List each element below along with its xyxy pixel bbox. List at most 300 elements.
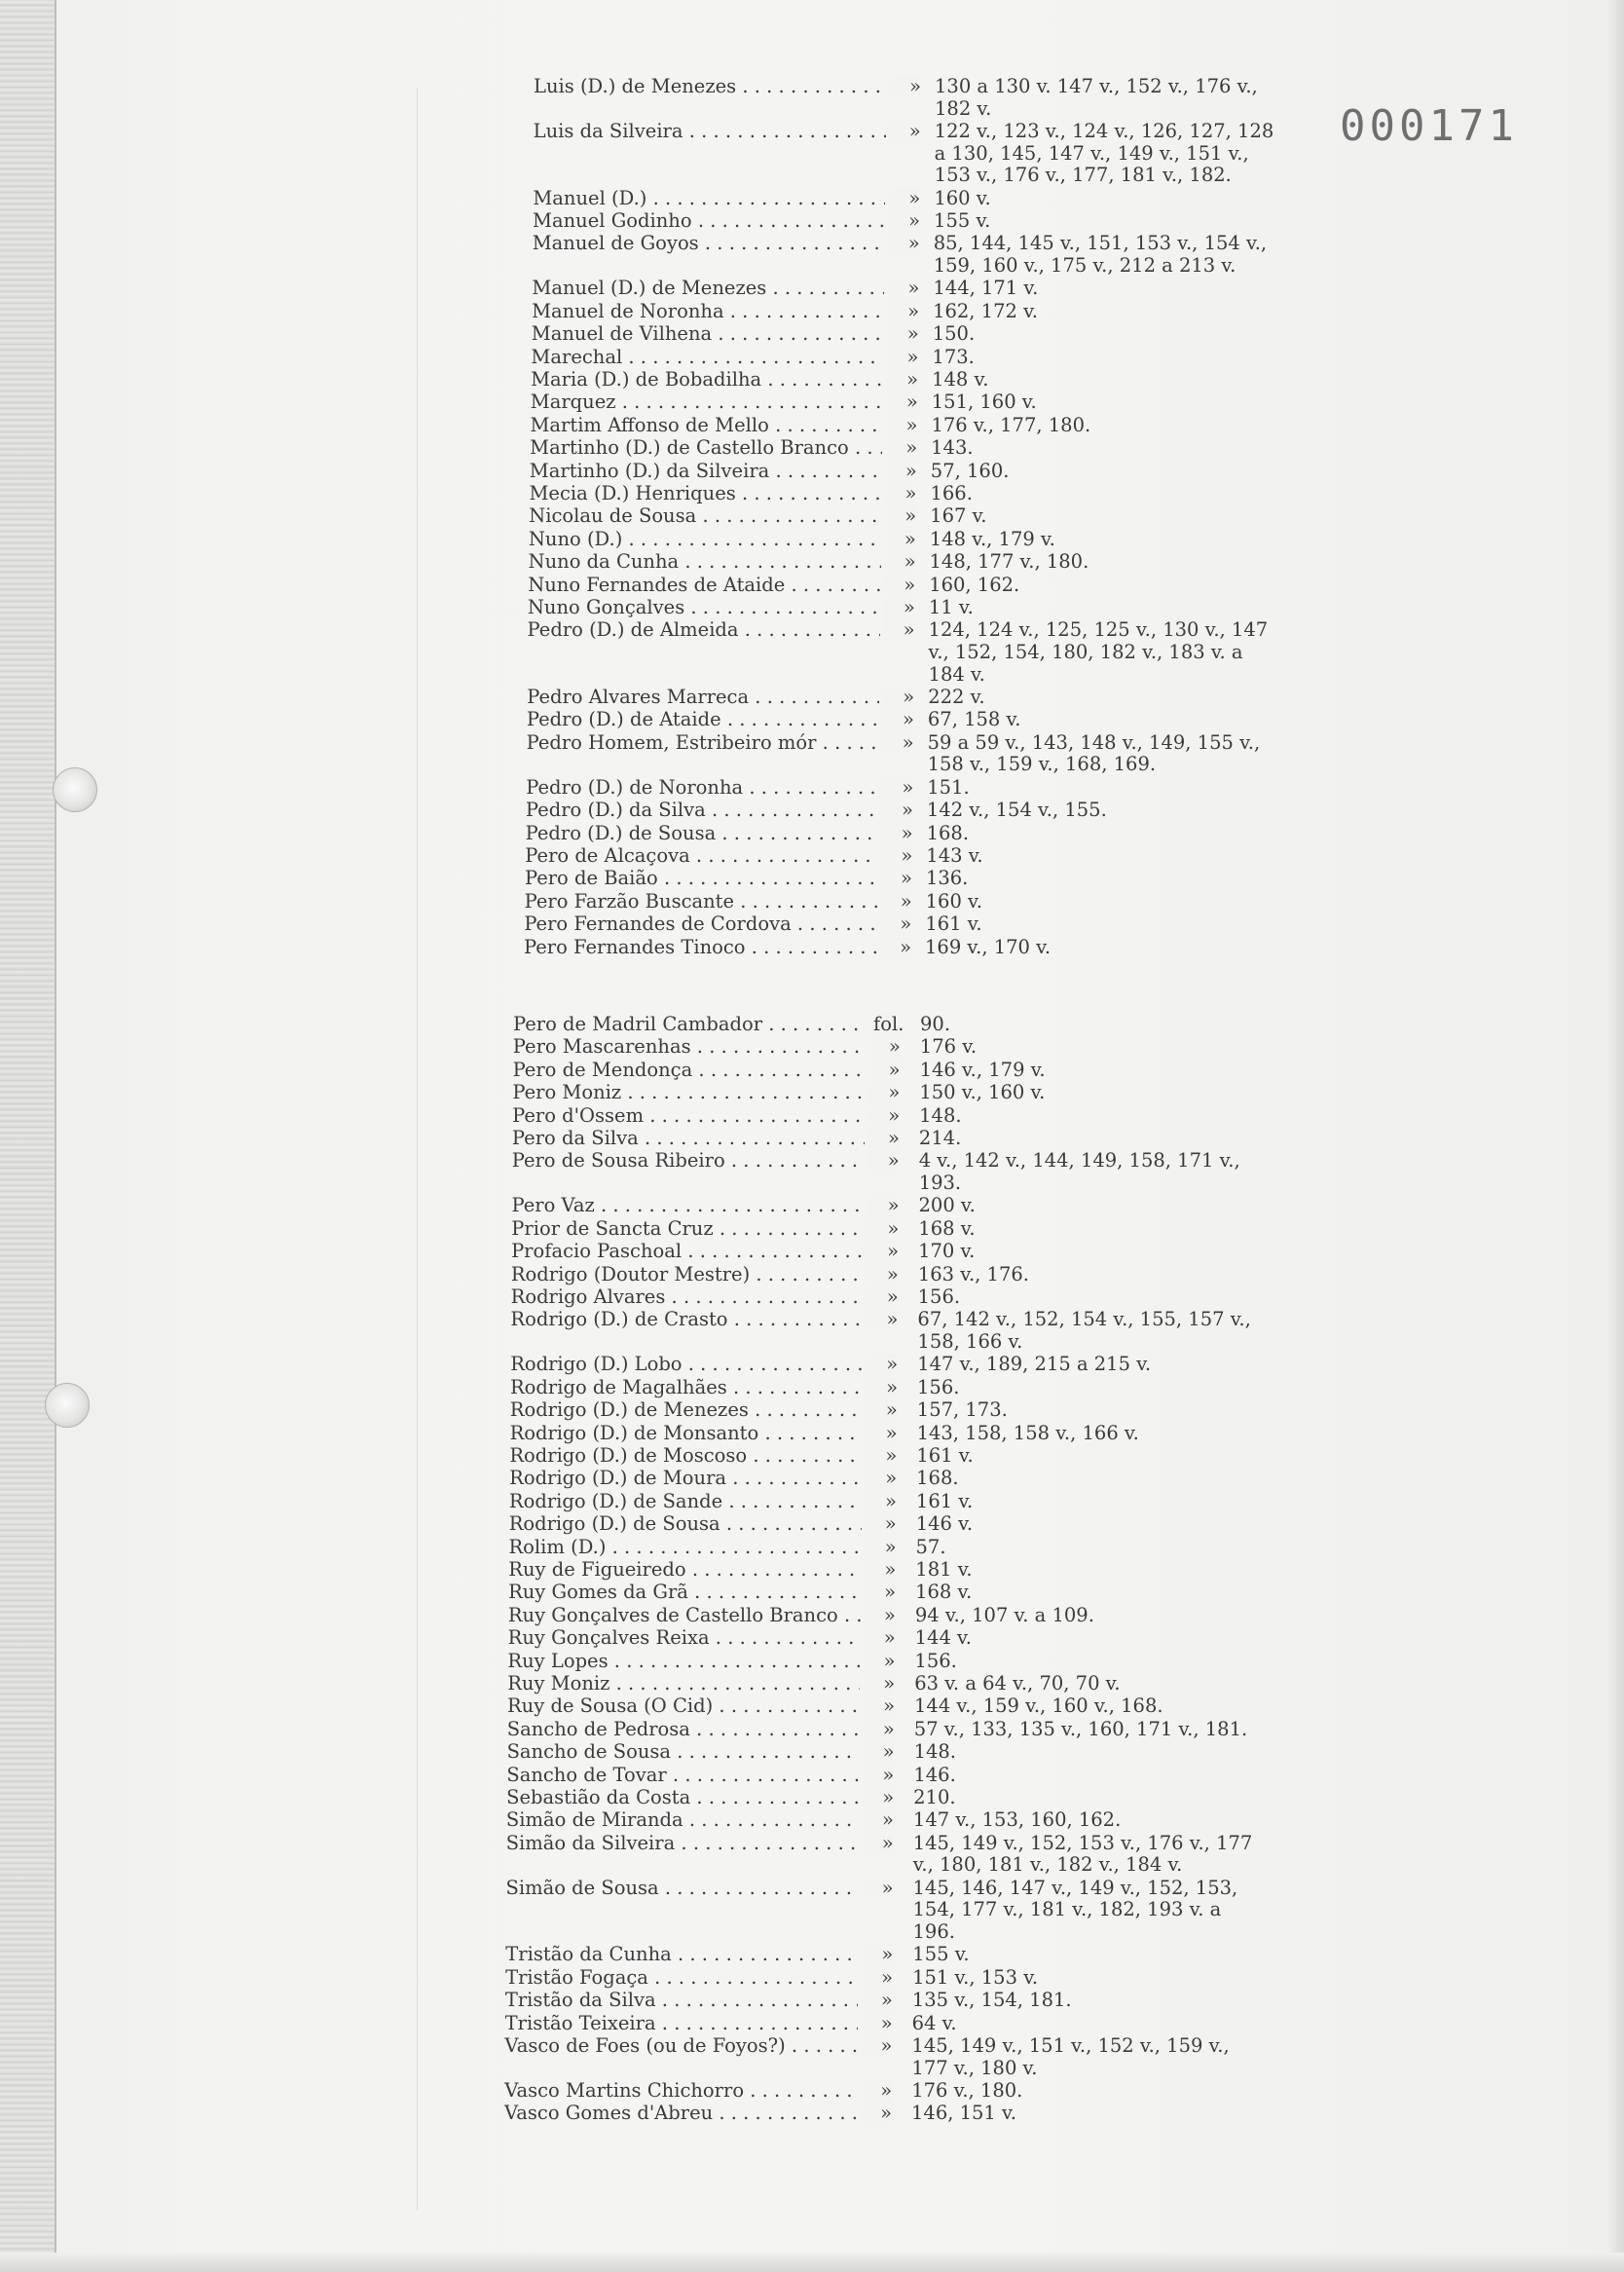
entry-folio-mark: » bbox=[868, 1105, 900, 1128]
entry-name: Pedro (D.) de Sousa . . . bbox=[526, 823, 878, 845]
index-entry bbox=[511, 1241, 1269, 1263]
index-entry bbox=[526, 777, 1273, 800]
index-entry bbox=[510, 1423, 1268, 1445]
index-entry bbox=[508, 1559, 1266, 1582]
entry-folio-mark: » bbox=[868, 1195, 900, 1217]
entry-folio-mark: » bbox=[868, 1082, 900, 1104]
index-entry bbox=[526, 800, 1273, 822]
entry-folio-mark: » bbox=[885, 529, 916, 551]
entry-name: Maria (D.) de Bobadilha . . . bbox=[531, 369, 883, 391]
entry-folio-mark: » bbox=[867, 1264, 899, 1286]
entry-name: Pero d'Ossem . . . bbox=[512, 1105, 865, 1128]
entry-name: Nicolau de Sousa . . . bbox=[529, 505, 881, 528]
entry-folio-references: 168 v. bbox=[915, 1581, 973, 1604]
entry-folio-mark: » bbox=[866, 1537, 897, 1559]
entry-folio-references: 67, 158 v. bbox=[927, 708, 1021, 731]
entry-name: Simão de Sousa . . . bbox=[506, 1878, 859, 1900]
index-entry bbox=[528, 575, 1274, 597]
index-entry bbox=[510, 1377, 1268, 1399]
entry-folio-references: 169 v., 170 v. bbox=[925, 935, 1052, 958]
entry-name: Vasco Martins Chichorro . . . bbox=[504, 2080, 857, 2103]
index-entry bbox=[530, 415, 1276, 437]
entry-folio-mark: fol. bbox=[869, 1014, 901, 1036]
index-entry bbox=[512, 1105, 1270, 1128]
page-edge-bottom bbox=[0, 2253, 1624, 2272]
entry-folio-mark: » bbox=[866, 1513, 897, 1536]
entry-folio-mark: » bbox=[884, 619, 915, 642]
entry-folio-mark: » bbox=[864, 1695, 895, 1718]
entry-name: Pero Fernandes Tinoco . . . bbox=[524, 937, 876, 959]
entry-folio-references: 148. bbox=[913, 1740, 956, 1764]
entry-folio-references: 170 v. bbox=[918, 1240, 976, 1263]
index-entry bbox=[512, 1195, 1270, 1217]
entry-folio-mark: » bbox=[861, 2080, 892, 2103]
entry-name: Rodrigo (D.) de Monsanto . . . bbox=[510, 1423, 863, 1445]
entry-folio-references: 151 v., 153 v. bbox=[912, 1965, 1039, 1989]
entry-folio-references: 150 v., 160 v. bbox=[919, 1081, 1046, 1104]
entry-folio-references: 59 a 59 v., 143, 148 v., 149, 155 v., 158 v., 159 v., 168, 169. bbox=[927, 730, 1261, 776]
entry-folio-references: 151. bbox=[927, 775, 970, 799]
entry-name: Pero de Alcaçova . . . bbox=[525, 845, 877, 868]
index-entry bbox=[532, 323, 1278, 346]
entry-folio-mark: » bbox=[884, 575, 915, 597]
index-entry bbox=[507, 1741, 1265, 1764]
index-entry bbox=[508, 1582, 1266, 1604]
entry-name: Nuno (D.) . . . bbox=[529, 529, 881, 551]
entry-folio-mark: » bbox=[862, 1944, 893, 1966]
entry-folio-mark: » bbox=[863, 1765, 894, 1787]
entry-folio-mark: » bbox=[863, 1833, 894, 1855]
index-entry bbox=[530, 461, 1276, 483]
entry-folio-references: 85, 144, 145 v., 151, 153 v., 154 v., 159, 160 v., 175 v., 212 a 213 v. bbox=[933, 232, 1268, 277]
entry-name: Profacio Paschoal . . . bbox=[511, 1241, 864, 1263]
entry-folio-mark: » bbox=[863, 1809, 894, 1832]
index-entry bbox=[529, 529, 1275, 551]
index-entry bbox=[527, 709, 1273, 731]
entry-folio-mark: » bbox=[861, 2035, 892, 2058]
entry-folio-references: 161 v. bbox=[915, 1489, 974, 1512]
entry-folio-mark: » bbox=[885, 551, 916, 574]
index-entry bbox=[525, 845, 1272, 868]
entry-folio-mark: » bbox=[887, 347, 918, 369]
entry-folio-mark: » bbox=[865, 1627, 896, 1650]
entry-name: Pero Vaz . . . bbox=[512, 1195, 865, 1217]
entry-name: Rodrigo (D.) de Sande . . . bbox=[509, 1491, 862, 1513]
index-entry bbox=[506, 1787, 1264, 1809]
entry-folio-mark: » bbox=[889, 188, 920, 210]
entry-name: Ruy de Figueiredo . . . bbox=[508, 1559, 861, 1582]
entry-name: Rodrigo (D.) de Crasto . . . bbox=[510, 1309, 863, 1331]
index-entry bbox=[512, 1128, 1270, 1150]
entry-folio-mark: » bbox=[890, 121, 921, 143]
punch-hole bbox=[53, 767, 97, 812]
entry-folio-mark: » bbox=[887, 369, 918, 391]
entry-folio-references: 162, 172 v. bbox=[933, 299, 1038, 322]
entry-folio-mark: » bbox=[867, 1377, 898, 1399]
entry-folio-mark: » bbox=[867, 1218, 899, 1241]
index-entry bbox=[511, 1218, 1269, 1241]
entry-folio-references: 161 v. bbox=[925, 913, 982, 936]
entry-folio-mark: » bbox=[882, 823, 913, 845]
entry-folio-references: 147 v., 189, 215 a 215 v. bbox=[917, 1353, 1152, 1376]
entry-folio-mark: » bbox=[864, 1719, 895, 1741]
entry-folio-mark: » bbox=[863, 1878, 894, 1900]
entry-name: Rodrigo (D.) Lobo . . . bbox=[510, 1354, 863, 1376]
entry-folio-references: 176 v. bbox=[919, 1035, 978, 1059]
entry-name: Rodrigo (D.) de Menezes . . . bbox=[510, 1399, 863, 1422]
index-entry bbox=[509, 1445, 1267, 1468]
entry-folio-references: 145, 146, 147 v., 149 v., 152, 153, 154, 177 v., 181 v., 182, 193 v. a 196. bbox=[912, 1876, 1238, 1943]
index-entry bbox=[505, 1944, 1263, 1966]
entry-folio-references: 57 v., 133, 135 v., 160, 171 v., 181. bbox=[913, 1717, 1248, 1740]
entry-folio-references: 148, 177 v., 180. bbox=[929, 550, 1089, 574]
entry-name: Pedro (D.) da Silva . . . bbox=[526, 800, 878, 822]
index-entry bbox=[531, 369, 1277, 391]
entry-folio-references: 161 v. bbox=[916, 1444, 974, 1467]
entry-name: Rodrigo Alvares . . . bbox=[511, 1286, 864, 1309]
entry-name: Simão da Silveira . . . bbox=[506, 1833, 859, 1855]
entry-folio-mark: » bbox=[864, 1651, 895, 1673]
index-entry bbox=[507, 1673, 1265, 1695]
punch-hole bbox=[45, 1383, 90, 1428]
entry-folio-references: 160 v. bbox=[925, 889, 982, 913]
entry-folio-mark: » bbox=[867, 1399, 898, 1422]
entry-folio-mark: » bbox=[886, 461, 917, 483]
entry-folio-references: 176 v., 177, 180. bbox=[931, 413, 1091, 436]
index-entry bbox=[508, 1605, 1266, 1627]
entry-folio-mark: » bbox=[889, 210, 920, 233]
entry-folio-mark: » bbox=[880, 937, 911, 959]
entry-folio-references: 157, 173. bbox=[916, 1398, 1008, 1422]
index-entry bbox=[509, 1537, 1267, 1559]
entry-folio-mark: » bbox=[869, 1060, 901, 1082]
index-entry bbox=[505, 2013, 1263, 2035]
entry-name: Simão de Miranda . . . bbox=[506, 1809, 859, 1832]
entry-folio-references: 155 v. bbox=[912, 1943, 970, 1966]
entry-folio-references: 156. bbox=[917, 1375, 960, 1398]
entry-folio-mark: » bbox=[883, 687, 914, 709]
entry-folio-references: 144 v. bbox=[914, 1626, 972, 1650]
index-entry bbox=[533, 210, 1279, 233]
entry-name: Marechal . . . bbox=[531, 347, 883, 369]
entry-folio-references: 148. bbox=[919, 1103, 962, 1127]
index-entry bbox=[509, 1468, 1267, 1490]
entry-folio-references: 168. bbox=[916, 1467, 959, 1490]
entry-folio-mark: » bbox=[888, 301, 919, 323]
index-entry bbox=[525, 891, 1272, 913]
entry-folio-mark: » bbox=[883, 732, 914, 755]
entry-name: Pedro (D.) de Noronha . . . bbox=[526, 777, 878, 800]
index-entry bbox=[507, 1719, 1265, 1741]
entry-name: Ruy Gomes da Grã . . . bbox=[508, 1582, 861, 1604]
entry-folio-references: 150. bbox=[932, 322, 976, 346]
entry-name: Rodrigo (D.) de Moscoso . . . bbox=[509, 1445, 862, 1468]
entry-name: Sancho de Tovar . . . bbox=[506, 1765, 859, 1787]
entry-folio-references: 4 v., 142 v., 144, 149, 158, 171 v., 193. bbox=[918, 1149, 1240, 1194]
entry-folio-mark: » bbox=[882, 777, 913, 800]
index-entry bbox=[533, 233, 1279, 277]
entry-folio-references: 67, 142 v., 152, 154 v., 155, 157 v., 158, 166 v. bbox=[917, 1308, 1251, 1353]
entry-name: Manuel Godinho . . . bbox=[533, 210, 885, 233]
index-entry bbox=[510, 1399, 1268, 1422]
entry-name: Tristão da Cunha . . . bbox=[505, 1944, 858, 1966]
index-entry bbox=[510, 1309, 1268, 1353]
entry-name: Pedro Homem, Estribeiro mór . . . bbox=[527, 732, 879, 755]
entry-folio-mark: » bbox=[888, 323, 919, 346]
entry-name: Tristão Fogaça . . . bbox=[505, 1967, 858, 1990]
index-entry bbox=[507, 1651, 1265, 1673]
index-entry bbox=[513, 1014, 1271, 1036]
index-entry bbox=[508, 1627, 1266, 1650]
index-entry bbox=[506, 1833, 1264, 1877]
entry-folio-mark: » bbox=[886, 415, 917, 437]
entry-folio-references: 144, 171 v. bbox=[933, 277, 1039, 300]
entry-folio-references: 122 v., 123 v., 124 v., 126, 127, 128 a 130, 145, 147 v., 149 v., 151 v., 153 v., 176 v., 177, 181 v., 182. bbox=[934, 120, 1274, 187]
index-entry bbox=[512, 1082, 1270, 1104]
entry-folio-mark: » bbox=[867, 1354, 898, 1376]
index-entry bbox=[513, 1060, 1271, 1082]
entry-folio-references: 94 v., 107 v. a 109. bbox=[914, 1603, 1094, 1626]
entry-folio-mark: » bbox=[867, 1309, 898, 1331]
entry-folio-mark: » bbox=[881, 891, 912, 913]
entry-folio-references: 90. bbox=[920, 1013, 951, 1035]
entry-name: Ruy Gonçalves Reixa . . . bbox=[508, 1627, 861, 1650]
entry-name: Rodrigo (D.) de Sousa . . . bbox=[509, 1513, 862, 1536]
entry-folio-references: 143, 158, 158 v., 166 v. bbox=[916, 1421, 1139, 1444]
entry-name: Manuel de Vilhena . . . bbox=[532, 323, 884, 346]
entry-folio-references: 147 v., 153, 160, 162. bbox=[912, 1808, 1122, 1832]
page-edge-right bbox=[1606, 0, 1624, 2272]
index-entry bbox=[525, 868, 1272, 890]
entry-name: Nuno Fernandes de Ataide . . . bbox=[528, 575, 880, 597]
entry-folio-mark: » bbox=[863, 1787, 894, 1809]
entry-folio-references: 11 v. bbox=[928, 596, 974, 618]
entry-name: Marquez . . . bbox=[531, 391, 883, 414]
entry-folio-mark: » bbox=[880, 913, 911, 936]
index-entry bbox=[511, 1264, 1269, 1286]
index-entry bbox=[534, 76, 1280, 120]
index-entry bbox=[529, 483, 1275, 505]
entry-folio-references: 146, 151 v. bbox=[911, 2102, 1016, 2125]
index-entry bbox=[504, 2080, 1262, 2103]
entry-name: Manuel de Noronha . . . bbox=[532, 301, 884, 323]
entry-folio-references: 173. bbox=[932, 345, 975, 368]
index-entry bbox=[532, 301, 1278, 323]
entry-folio-mark: » bbox=[866, 1468, 897, 1490]
entry-folio-mark: » bbox=[890, 76, 921, 98]
entry-folio-mark: » bbox=[884, 597, 915, 619]
binding-edge bbox=[0, 0, 56, 2272]
entry-name: Pedro (D.) de Almeida . . . bbox=[528, 619, 880, 642]
entry-name: Luis (D.) de Menezes . . . bbox=[534, 76, 886, 98]
entry-folio-mark: » bbox=[867, 1241, 899, 1263]
entry-folio-references: 176 v., 180. bbox=[911, 2079, 1023, 2102]
entry-name: Martim Affonso de Mello . . . bbox=[530, 415, 882, 437]
entry-folio-mark: » bbox=[868, 1128, 900, 1150]
entry-folio-references: 160, 162. bbox=[929, 573, 1020, 596]
index-entry bbox=[506, 1809, 1264, 1832]
entry-folio-references: 143. bbox=[931, 436, 974, 460]
entry-name: Sancho de Sousa . . . bbox=[507, 1741, 860, 1764]
entry-folio-references: 200 v. bbox=[918, 1194, 976, 1217]
entry-name: Mecia (D.) Henriques . . . bbox=[529, 483, 881, 505]
entry-folio-references: 142 v., 154 v., 155. bbox=[926, 799, 1107, 822]
entry-folio-mark: » bbox=[866, 1491, 897, 1513]
entry-folio-references: 160 v. bbox=[934, 186, 991, 209]
entry-name: Pero Farzão Buscante . . . bbox=[525, 891, 877, 913]
index-entry bbox=[524, 937, 1271, 959]
entry-name: Sancho de Pedrosa . . . bbox=[507, 1719, 860, 1741]
entry-folio-mark: » bbox=[866, 1445, 897, 1468]
entry-folio-mark: » bbox=[888, 278, 919, 300]
entry-name: Manuel de Goyos . . . bbox=[533, 233, 885, 255]
entry-folio-mark: » bbox=[865, 1582, 896, 1604]
entry-folio-mark: » bbox=[868, 1150, 900, 1173]
entry-name: Pero Fernandes de Cordova . . . bbox=[524, 913, 876, 936]
index-entry bbox=[505, 1967, 1263, 1990]
entry-name: Ruy Moniz . . . bbox=[507, 1673, 860, 1695]
entry-folio-mark: » bbox=[881, 845, 912, 868]
entry-name: Ruy Gonçalves de Castello Branco . . . bbox=[508, 1605, 861, 1627]
entry-folio-references: 222 v. bbox=[928, 686, 985, 708]
entry-folio-mark: » bbox=[862, 2013, 893, 2035]
entry-folio-references: 146 v., 179 v. bbox=[919, 1058, 1046, 1081]
entry-folio-references: 146 v. bbox=[915, 1512, 974, 1536]
archive-stamp-number: 000171 bbox=[1340, 101, 1518, 151]
entry-folio-references: 124, 124 v., 125, 125 v., 130 v., 147 v., 152, 154, 180, 182 v., 183 v. a 184 v. bbox=[928, 618, 1269, 686]
index-entry bbox=[528, 597, 1274, 619]
entry-folio-references: 148 v. bbox=[932, 368, 989, 391]
index-entry bbox=[510, 1354, 1268, 1376]
entry-folio-mark: » bbox=[885, 505, 916, 528]
entry-name: Prior de Sancta Cruz . . . bbox=[511, 1218, 864, 1241]
entry-name: Rodrigo (Doutor Mestre) . . . bbox=[511, 1264, 864, 1286]
entry-folio-references: 166. bbox=[930, 482, 973, 504]
entry-folio-mark: » bbox=[889, 233, 920, 255]
entry-folio-mark: » bbox=[881, 868, 912, 890]
entry-folio-mark: » bbox=[867, 1286, 899, 1309]
entry-folio-references: 214. bbox=[918, 1127, 962, 1149]
index-entry bbox=[504, 2035, 1262, 2079]
entry-folio-mark: » bbox=[862, 1967, 893, 1990]
entry-name: Ruy Lopes . . . bbox=[507, 1651, 860, 1673]
index-entry bbox=[527, 687, 1273, 709]
index-entry bbox=[534, 121, 1280, 187]
entry-folio-references: 143 v. bbox=[926, 844, 983, 867]
index-entry bbox=[533, 188, 1279, 210]
entry-name: Pero de Mendonça . . . bbox=[513, 1060, 866, 1082]
entry-folio-references: 156. bbox=[914, 1649, 957, 1672]
entry-folio-mark: » bbox=[882, 800, 913, 822]
entry-folio-references: 148 v., 179 v. bbox=[929, 527, 1055, 550]
entry-name: Luis da Silveira . . . bbox=[534, 121, 886, 143]
entry-folio-references: 145, 149 v., 152, 153 v., 176 v., 177 v., 180, 181 v., 182 v., 184 v. bbox=[912, 1831, 1253, 1877]
entry-folio-mark: » bbox=[865, 1559, 896, 1582]
index-entry bbox=[509, 1491, 1267, 1513]
index-entry bbox=[531, 391, 1277, 414]
entry-folio-mark: » bbox=[887, 391, 918, 414]
entry-name: Tristão da Silva . . . bbox=[505, 1990, 858, 2012]
entry-folio-references: 144 v., 159 v., 160 v., 168. bbox=[914, 1695, 1163, 1718]
entry-folio-references: 63 v. a 64 v., 70, 70 v. bbox=[914, 1672, 1121, 1695]
entry-name: Tristão Teixeira . . . bbox=[505, 2013, 858, 2035]
entry-name: Rolim (D.) . . . bbox=[509, 1537, 862, 1559]
entry-folio-mark: » bbox=[869, 1036, 901, 1059]
entry-folio-references: 167 v. bbox=[930, 504, 987, 528]
margin-rule bbox=[417, 88, 418, 2211]
entry-name: Pero de Sousa Ribeiro . . . bbox=[512, 1150, 865, 1173]
entry-folio-references: 156. bbox=[917, 1285, 961, 1308]
index-entry bbox=[527, 732, 1273, 776]
entry-folio-references: 151, 160 v. bbox=[931, 391, 1037, 414]
index-entry bbox=[511, 1286, 1269, 1309]
entry-folio-references: 210. bbox=[913, 1786, 956, 1808]
entry-name: Pedro Alvares Marreca . . . bbox=[527, 687, 879, 709]
entry-folio-references: 163 v., 176. bbox=[917, 1262, 1029, 1285]
entry-name: Martinho (D.) de Castello Branco . . . bbox=[530, 437, 882, 460]
index-entry bbox=[513, 1036, 1271, 1059]
index-entry bbox=[509, 1513, 1267, 1536]
entry-name: Vasco de Foes (ou de Foyos?) . . . bbox=[504, 2035, 857, 2058]
index-entry bbox=[529, 505, 1275, 528]
entry-folio-references: 155 v. bbox=[934, 209, 991, 232]
entry-folio-references: 136. bbox=[925, 867, 969, 890]
entry-name: Sebastião da Costa . . . bbox=[506, 1787, 859, 1809]
entry-name: Pero de Baião . . . bbox=[525, 868, 877, 890]
entry-folio-references: 130 a 130 v. 147 v., 152 v., 176 v., 182 v. bbox=[935, 75, 1258, 120]
entry-name: Manuel (D.) . . . bbox=[533, 188, 885, 210]
entry-folio-mark: » bbox=[864, 1741, 895, 1764]
entry-folio-references: 146. bbox=[913, 1763, 956, 1786]
entry-name: Manuel (D.) de Menezes . . . bbox=[532, 278, 884, 300]
index-entry bbox=[526, 823, 1273, 845]
index-entry bbox=[506, 1878, 1264, 1944]
entry-folio-references: 135 v., 154, 181. bbox=[911, 1989, 1072, 2012]
entry-name: Vasco Gomes d'Abreu . . . bbox=[504, 2103, 857, 2125]
entry-folio-references: 57. bbox=[915, 1535, 946, 1558]
entry-folio-references: 145, 149 v., 151 v., 152 v., 159 v., 177 v., 180 v. bbox=[911, 2034, 1230, 2079]
index-entry bbox=[512, 1150, 1270, 1194]
entry-folio-mark: » bbox=[862, 1990, 893, 2012]
entry-name: Nuno da Cunha . . . bbox=[529, 551, 881, 574]
entry-folio-references: 64 v. bbox=[911, 2011, 957, 2034]
index-entry bbox=[528, 619, 1274, 686]
entry-folio-mark: » bbox=[885, 483, 916, 505]
entry-folio-mark: » bbox=[883, 709, 914, 731]
entry-name: Pero Moniz . . . bbox=[512, 1082, 865, 1104]
entry-folio-mark: » bbox=[864, 1673, 895, 1695]
entry-name: Rodrigo (D.) de Moura . . . bbox=[509, 1468, 862, 1490]
entry-name: Pero da Silva . . . bbox=[512, 1128, 865, 1150]
index-entry bbox=[530, 437, 1276, 460]
entry-name: Martinho (D.) da Silveira . . . bbox=[530, 461, 882, 483]
index-entry bbox=[532, 278, 1278, 300]
entry-folio-references: 168. bbox=[926, 821, 970, 844]
entry-folio-mark: » bbox=[886, 437, 917, 460]
entry-folio-mark: » bbox=[867, 1423, 898, 1445]
entry-name: Pedro (D.) de Ataide . . . bbox=[527, 709, 879, 731]
index-entry bbox=[504, 2103, 1262, 2125]
entry-name: Nuno Gonçalves . . . bbox=[528, 597, 880, 619]
index-entry bbox=[506, 1765, 1264, 1787]
index-entry bbox=[524, 913, 1271, 936]
index-entry bbox=[507, 1695, 1265, 1718]
entry-folio-references: 168 v. bbox=[918, 1216, 976, 1240]
entry-name: Pero de Madril Cambador . . . bbox=[513, 1014, 866, 1036]
entry-name: Rodrigo de Magalhães . . . bbox=[510, 1377, 863, 1399]
entry-folio-mark: » bbox=[865, 1605, 896, 1627]
entry-folio-mark: » bbox=[861, 2103, 892, 2125]
